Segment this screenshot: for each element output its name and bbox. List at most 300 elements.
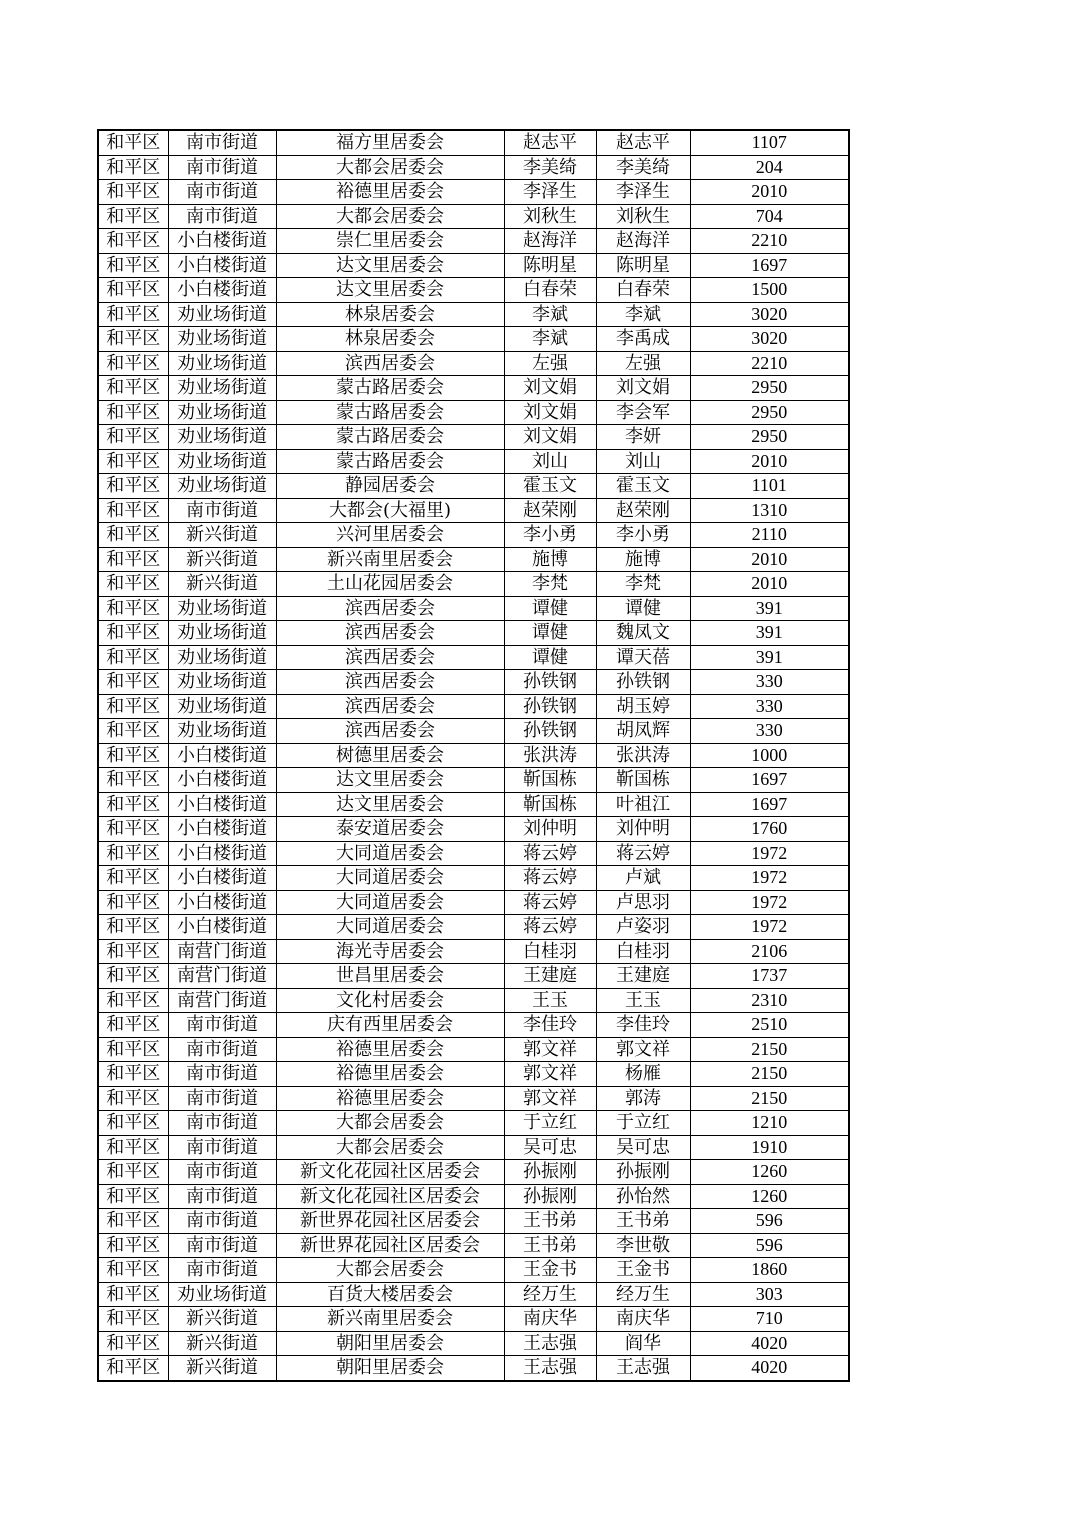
table-row bbox=[98, 180, 849, 205]
amount-cell: 1697 bbox=[690, 768, 849, 793]
district-cell: 和平区 bbox=[98, 792, 168, 817]
street-cell: 新兴街道 bbox=[168, 1331, 276, 1356]
amount-cell: 1910 bbox=[690, 1135, 849, 1160]
contact-cell: 李斌 bbox=[504, 327, 596, 352]
name-cell: 李梵 bbox=[596, 572, 690, 597]
contact-cell: 蒋云婷 bbox=[504, 866, 596, 891]
table-row bbox=[98, 229, 849, 254]
table-row bbox=[98, 253, 849, 278]
contact-cell: 李小勇 bbox=[504, 523, 596, 548]
district-cell: 和平区 bbox=[98, 1135, 168, 1160]
committee-cell: 蒙古路居委会 bbox=[276, 425, 504, 450]
district-cell: 和平区 bbox=[98, 1258, 168, 1283]
district-cell: 和平区 bbox=[98, 449, 168, 474]
committee-cell: 滨西居委会 bbox=[276, 694, 504, 719]
committee-cell: 大都会(大福里) bbox=[276, 498, 504, 523]
street-cell: 南市街道 bbox=[168, 1258, 276, 1283]
table-row bbox=[98, 572, 849, 597]
table-row bbox=[98, 1111, 849, 1136]
committee-cell: 新兴南里居委会 bbox=[276, 1307, 504, 1332]
contact-cell: 经万生 bbox=[504, 1282, 596, 1307]
name-cell: 卢姿羽 bbox=[596, 915, 690, 940]
name-cell: 李小勇 bbox=[596, 523, 690, 548]
name-cell: 郭涛 bbox=[596, 1086, 690, 1111]
district-cell: 和平区 bbox=[98, 498, 168, 523]
contact-cell: 施博 bbox=[504, 547, 596, 572]
committee-cell: 福方里居委会 bbox=[276, 130, 504, 155]
table-row bbox=[98, 1013, 849, 1038]
contact-cell: 谭健 bbox=[504, 596, 596, 621]
committee-cell: 世昌里居委会 bbox=[276, 964, 504, 989]
street-cell: 南市街道 bbox=[168, 1013, 276, 1038]
amount-cell: 2150 bbox=[690, 1062, 849, 1087]
contact-cell: 李梵 bbox=[504, 572, 596, 597]
amount-cell: 1760 bbox=[690, 817, 849, 842]
street-cell: 南营门街道 bbox=[168, 939, 276, 964]
district-cell: 和平区 bbox=[98, 400, 168, 425]
contact-cell: 白春荣 bbox=[504, 278, 596, 303]
street-cell: 小白楼街道 bbox=[168, 792, 276, 817]
contact-cell: 孙振刚 bbox=[504, 1184, 596, 1209]
committee-cell: 崇仁里居委会 bbox=[276, 229, 504, 254]
amount-cell: 1737 bbox=[690, 964, 849, 989]
table-row bbox=[98, 547, 849, 572]
district-cell: 和平区 bbox=[98, 523, 168, 548]
district-cell: 和平区 bbox=[98, 425, 168, 450]
contact-cell: 李斌 bbox=[504, 302, 596, 327]
name-cell: 南庆华 bbox=[596, 1307, 690, 1332]
amount-cell: 1000 bbox=[690, 743, 849, 768]
contact-cell: 刘文娟 bbox=[504, 425, 596, 450]
committee-cell: 庆有西里居委会 bbox=[276, 1013, 504, 1038]
name-cell: 王建庭 bbox=[596, 964, 690, 989]
amount-cell: 1697 bbox=[690, 792, 849, 817]
committee-cell: 百货大楼居委会 bbox=[276, 1282, 504, 1307]
amount-cell: 2510 bbox=[690, 1013, 849, 1038]
contact-cell: 蒋云婷 bbox=[504, 841, 596, 866]
amount-cell: 1697 bbox=[690, 253, 849, 278]
table-row bbox=[98, 1135, 849, 1160]
table-row bbox=[98, 1160, 849, 1185]
table-row bbox=[98, 1062, 849, 1087]
committee-cell: 达文里居委会 bbox=[276, 278, 504, 303]
contact-cell: 刘山 bbox=[504, 449, 596, 474]
committee-cell: 裕德里居委会 bbox=[276, 1086, 504, 1111]
district-cell: 和平区 bbox=[98, 1086, 168, 1111]
contact-cell: 刘文娟 bbox=[504, 376, 596, 401]
name-cell: 王志强 bbox=[596, 1356, 690, 1381]
committee-cell: 大都会居委会 bbox=[276, 155, 504, 180]
district-cell: 和平区 bbox=[98, 621, 168, 646]
district-cell: 和平区 bbox=[98, 817, 168, 842]
street-cell: 劝业场街道 bbox=[168, 719, 276, 744]
table-row bbox=[98, 449, 849, 474]
street-cell: 劝业场街道 bbox=[168, 400, 276, 425]
amount-cell: 704 bbox=[690, 204, 849, 229]
amount-cell: 3020 bbox=[690, 302, 849, 327]
table-row bbox=[98, 1184, 849, 1209]
contact-cell: 刘秋生 bbox=[504, 204, 596, 229]
committee-cell: 林泉居委会 bbox=[276, 302, 504, 327]
contact-cell: 蒋云婷 bbox=[504, 890, 596, 915]
district-cell: 和平区 bbox=[98, 1062, 168, 1087]
district-cell: 和平区 bbox=[98, 253, 168, 278]
name-cell: 吴可忠 bbox=[596, 1135, 690, 1160]
contact-cell: 谭健 bbox=[504, 621, 596, 646]
committee-cell: 树德里居委会 bbox=[276, 743, 504, 768]
amount-cell: 2010 bbox=[690, 449, 849, 474]
contact-cell: 王玉 bbox=[504, 988, 596, 1013]
amount-cell: 2110 bbox=[690, 523, 849, 548]
name-cell: 刘山 bbox=[596, 449, 690, 474]
amount-cell: 1972 bbox=[690, 915, 849, 940]
district-cell: 和平区 bbox=[98, 1282, 168, 1307]
committee-cell: 达文里居委会 bbox=[276, 792, 504, 817]
street-cell: 劝业场街道 bbox=[168, 425, 276, 450]
committee-cell: 静园居委会 bbox=[276, 474, 504, 499]
name-cell: 孙铁钢 bbox=[596, 670, 690, 695]
street-cell: 劝业场街道 bbox=[168, 694, 276, 719]
amount-cell: 1101 bbox=[690, 474, 849, 499]
name-cell: 霍玉文 bbox=[596, 474, 690, 499]
street-cell: 劝业场街道 bbox=[168, 474, 276, 499]
district-cell: 和平区 bbox=[98, 1111, 168, 1136]
committee-cell: 蒙古路居委会 bbox=[276, 400, 504, 425]
contact-cell: 郭文祥 bbox=[504, 1086, 596, 1111]
amount-cell: 2010 bbox=[690, 572, 849, 597]
committee-cell: 滨西居委会 bbox=[276, 645, 504, 670]
district-cell: 和平区 bbox=[98, 1013, 168, 1038]
name-cell: 刘仲明 bbox=[596, 817, 690, 842]
amount-cell: 1972 bbox=[690, 890, 849, 915]
district-cell: 和平区 bbox=[98, 964, 168, 989]
district-cell: 和平区 bbox=[98, 376, 168, 401]
table-row bbox=[98, 841, 849, 866]
street-cell: 南市街道 bbox=[168, 498, 276, 523]
table-row bbox=[98, 155, 849, 180]
amount-cell: 2210 bbox=[690, 351, 849, 376]
district-cell: 和平区 bbox=[98, 645, 168, 670]
contact-cell: 蒋云婷 bbox=[504, 915, 596, 940]
contact-cell: 张洪涛 bbox=[504, 743, 596, 768]
amount-cell: 330 bbox=[690, 719, 849, 744]
table-row bbox=[98, 964, 849, 989]
name-cell: 杨雁 bbox=[596, 1062, 690, 1087]
contact-cell: 陈明星 bbox=[504, 253, 596, 278]
amount-cell: 330 bbox=[690, 694, 849, 719]
name-cell: 赵海洋 bbox=[596, 229, 690, 254]
street-cell: 南营门街道 bbox=[168, 964, 276, 989]
street-cell: 劝业场街道 bbox=[168, 351, 276, 376]
district-cell: 和平区 bbox=[98, 743, 168, 768]
contact-cell: 吴可忠 bbox=[504, 1135, 596, 1160]
amount-cell: 2950 bbox=[690, 376, 849, 401]
contact-cell: 孙铁钢 bbox=[504, 670, 596, 695]
table-row bbox=[98, 1282, 849, 1307]
name-cell: 李禹成 bbox=[596, 327, 690, 352]
street-cell: 劝业场街道 bbox=[168, 621, 276, 646]
committee-cell: 文化村居委会 bbox=[276, 988, 504, 1013]
district-cell: 和平区 bbox=[98, 1037, 168, 1062]
contact-cell: 郭文祥 bbox=[504, 1062, 596, 1087]
committee-cell: 蒙古路居委会 bbox=[276, 449, 504, 474]
name-cell: 刘文娟 bbox=[596, 376, 690, 401]
amount-cell: 1260 bbox=[690, 1160, 849, 1185]
contact-cell: 王书弟 bbox=[504, 1233, 596, 1258]
contact-cell: 李美绮 bbox=[504, 155, 596, 180]
amount-cell: 4020 bbox=[690, 1356, 849, 1381]
name-cell: 于立红 bbox=[596, 1111, 690, 1136]
name-cell: 赵荣刚 bbox=[596, 498, 690, 523]
street-cell: 南市街道 bbox=[168, 1160, 276, 1185]
committee-cell: 土山花园居委会 bbox=[276, 572, 504, 597]
table-body bbox=[98, 130, 849, 1381]
contact-cell: 南庆华 bbox=[504, 1307, 596, 1332]
name-cell: 李妍 bbox=[596, 425, 690, 450]
amount-cell: 204 bbox=[690, 155, 849, 180]
contact-cell: 孙铁钢 bbox=[504, 694, 596, 719]
committee-cell: 裕德里居委会 bbox=[276, 1037, 504, 1062]
committee-cell: 大都会居委会 bbox=[276, 1135, 504, 1160]
district-cell: 和平区 bbox=[98, 229, 168, 254]
table-row bbox=[98, 278, 849, 303]
contact-cell: 王书弟 bbox=[504, 1209, 596, 1234]
street-cell: 南市街道 bbox=[168, 155, 276, 180]
committee-cell: 朝阳里居委会 bbox=[276, 1331, 504, 1356]
district-cell: 和平区 bbox=[98, 1356, 168, 1381]
street-cell: 南市街道 bbox=[168, 1037, 276, 1062]
table-row bbox=[98, 1258, 849, 1283]
committee-cell: 达文里居委会 bbox=[276, 253, 504, 278]
street-cell: 劝业场街道 bbox=[168, 670, 276, 695]
street-cell: 劝业场街道 bbox=[168, 376, 276, 401]
amount-cell: 391 bbox=[690, 596, 849, 621]
contact-cell: 王志强 bbox=[504, 1331, 596, 1356]
committee-cell: 新世界花园社区居委会 bbox=[276, 1233, 504, 1258]
street-cell: 南市街道 bbox=[168, 1086, 276, 1111]
district-cell: 和平区 bbox=[98, 866, 168, 891]
table-row bbox=[98, 890, 849, 915]
street-cell: 南市街道 bbox=[168, 1135, 276, 1160]
district-cell: 和平区 bbox=[98, 155, 168, 180]
district-cell: 和平区 bbox=[98, 351, 168, 376]
committee-cell: 朝阳里居委会 bbox=[276, 1356, 504, 1381]
name-cell: 王玉 bbox=[596, 988, 690, 1013]
street-cell: 南市街道 bbox=[168, 130, 276, 155]
table-row bbox=[98, 1037, 849, 1062]
street-cell: 南市街道 bbox=[168, 1184, 276, 1209]
district-cell: 和平区 bbox=[98, 130, 168, 155]
street-cell: 南营门街道 bbox=[168, 988, 276, 1013]
amount-cell: 303 bbox=[690, 1282, 849, 1307]
contact-cell: 王志强 bbox=[504, 1356, 596, 1381]
name-cell: 卢斌 bbox=[596, 866, 690, 891]
committee-cell: 大都会居委会 bbox=[276, 204, 504, 229]
name-cell: 李泽生 bbox=[596, 180, 690, 205]
data-table bbox=[97, 129, 850, 1382]
amount-cell: 4020 bbox=[690, 1331, 849, 1356]
street-cell: 新兴街道 bbox=[168, 1356, 276, 1381]
table-row bbox=[98, 645, 849, 670]
amount-cell: 1500 bbox=[690, 278, 849, 303]
contact-cell: 刘文娟 bbox=[504, 400, 596, 425]
name-cell: 阎华 bbox=[596, 1331, 690, 1356]
street-cell: 劝业场街道 bbox=[168, 596, 276, 621]
amount-cell: 596 bbox=[690, 1233, 849, 1258]
street-cell: 劝业场街道 bbox=[168, 327, 276, 352]
street-cell: 新兴街道 bbox=[168, 572, 276, 597]
name-cell: 孙怡然 bbox=[596, 1184, 690, 1209]
name-cell: 谭健 bbox=[596, 596, 690, 621]
contact-cell: 孙振刚 bbox=[504, 1160, 596, 1185]
district-cell: 和平区 bbox=[98, 596, 168, 621]
table-row bbox=[98, 596, 849, 621]
name-cell: 王金书 bbox=[596, 1258, 690, 1283]
district-cell: 和平区 bbox=[98, 694, 168, 719]
amount-cell: 710 bbox=[690, 1307, 849, 1332]
contact-cell: 赵荣刚 bbox=[504, 498, 596, 523]
district-cell: 和平区 bbox=[98, 474, 168, 499]
table-row bbox=[98, 939, 849, 964]
district-cell: 和平区 bbox=[98, 915, 168, 940]
name-cell: 左强 bbox=[596, 351, 690, 376]
table-row bbox=[98, 1209, 849, 1234]
district-cell: 和平区 bbox=[98, 988, 168, 1013]
committee-cell: 滨西居委会 bbox=[276, 596, 504, 621]
committee-cell: 新兴南里居委会 bbox=[276, 547, 504, 572]
name-cell: 李世敬 bbox=[596, 1233, 690, 1258]
name-cell: 卢思羽 bbox=[596, 890, 690, 915]
contact-cell: 王金书 bbox=[504, 1258, 596, 1283]
table-row bbox=[98, 498, 849, 523]
contact-cell: 李泽生 bbox=[504, 180, 596, 205]
amount-cell: 2310 bbox=[690, 988, 849, 1013]
table-row bbox=[98, 376, 849, 401]
name-cell: 李佳玲 bbox=[596, 1013, 690, 1038]
district-cell: 和平区 bbox=[98, 302, 168, 327]
contact-cell: 霍玉文 bbox=[504, 474, 596, 499]
name-cell: 施博 bbox=[596, 547, 690, 572]
table-row bbox=[98, 1233, 849, 1258]
name-cell: 胡凤辉 bbox=[596, 719, 690, 744]
amount-cell: 2010 bbox=[690, 180, 849, 205]
committee-cell: 滨西居委会 bbox=[276, 670, 504, 695]
committee-cell: 裕德里居委会 bbox=[276, 1062, 504, 1087]
district-cell: 和平区 bbox=[98, 547, 168, 572]
table-row bbox=[98, 523, 849, 548]
name-cell: 胡玉婷 bbox=[596, 694, 690, 719]
committee-cell: 大同道居委会 bbox=[276, 890, 504, 915]
name-cell: 郭文祥 bbox=[596, 1037, 690, 1062]
amount-cell: 2210 bbox=[690, 229, 849, 254]
name-cell: 陈明星 bbox=[596, 253, 690, 278]
district-cell: 和平区 bbox=[98, 939, 168, 964]
amount-cell: 330 bbox=[690, 670, 849, 695]
amount-cell: 1260 bbox=[690, 1184, 849, 1209]
street-cell: 新兴街道 bbox=[168, 547, 276, 572]
table-row bbox=[98, 327, 849, 352]
name-cell: 李美绮 bbox=[596, 155, 690, 180]
district-cell: 和平区 bbox=[98, 572, 168, 597]
contact-cell: 于立红 bbox=[504, 1111, 596, 1136]
table-row bbox=[98, 694, 849, 719]
amount-cell: 2010 bbox=[690, 547, 849, 572]
street-cell: 小白楼街道 bbox=[168, 866, 276, 891]
committee-cell: 新世界花园社区居委会 bbox=[276, 1209, 504, 1234]
committee-cell: 蒙古路居委会 bbox=[276, 376, 504, 401]
amount-cell: 391 bbox=[690, 621, 849, 646]
table-row bbox=[98, 621, 849, 646]
committee-cell: 海光寺居委会 bbox=[276, 939, 504, 964]
amount-cell: 1310 bbox=[690, 498, 849, 523]
name-cell: 经万生 bbox=[596, 1282, 690, 1307]
contact-cell: 刘仲明 bbox=[504, 817, 596, 842]
district-cell: 和平区 bbox=[98, 1209, 168, 1234]
contact-cell: 靳国栋 bbox=[504, 768, 596, 793]
street-cell: 小白楼街道 bbox=[168, 915, 276, 940]
district-cell: 和平区 bbox=[98, 719, 168, 744]
committee-cell: 滨西居委会 bbox=[276, 719, 504, 744]
table-row bbox=[98, 351, 849, 376]
street-cell: 小白楼街道 bbox=[168, 817, 276, 842]
street-cell: 南市街道 bbox=[168, 204, 276, 229]
amount-cell: 3020 bbox=[690, 327, 849, 352]
name-cell: 叶祖江 bbox=[596, 792, 690, 817]
table-row bbox=[98, 768, 849, 793]
street-cell: 小白楼街道 bbox=[168, 743, 276, 768]
committee-cell: 大都会居委会 bbox=[276, 1258, 504, 1283]
committee-cell: 兴河里居委会 bbox=[276, 523, 504, 548]
table-row bbox=[98, 1331, 849, 1356]
table-row bbox=[98, 866, 849, 891]
table-row bbox=[98, 988, 849, 1013]
committee-cell: 滨西居委会 bbox=[276, 621, 504, 646]
street-cell: 南市街道 bbox=[168, 1062, 276, 1087]
district-cell: 和平区 bbox=[98, 1331, 168, 1356]
name-cell: 孙振刚 bbox=[596, 1160, 690, 1185]
committee-cell: 裕德里居委会 bbox=[276, 180, 504, 205]
contact-cell: 左强 bbox=[504, 351, 596, 376]
district-cell: 和平区 bbox=[98, 278, 168, 303]
name-cell: 白桂羽 bbox=[596, 939, 690, 964]
table-row bbox=[98, 425, 849, 450]
committee-cell: 大同道居委会 bbox=[276, 866, 504, 891]
committee-cell: 林泉居委会 bbox=[276, 327, 504, 352]
name-cell: 靳国栋 bbox=[596, 768, 690, 793]
table-row bbox=[98, 204, 849, 229]
table-row bbox=[98, 719, 849, 744]
table-row bbox=[98, 1086, 849, 1111]
name-cell: 刘秋生 bbox=[596, 204, 690, 229]
contact-cell: 孙铁钢 bbox=[504, 719, 596, 744]
street-cell: 劝业场街道 bbox=[168, 449, 276, 474]
street-cell: 小白楼街道 bbox=[168, 229, 276, 254]
street-cell: 小白楼街道 bbox=[168, 841, 276, 866]
amount-cell: 2150 bbox=[690, 1086, 849, 1111]
district-cell: 和平区 bbox=[98, 1233, 168, 1258]
street-cell: 劝业场街道 bbox=[168, 302, 276, 327]
contact-cell: 谭健 bbox=[504, 645, 596, 670]
amount-cell: 596 bbox=[690, 1209, 849, 1234]
street-cell: 南市街道 bbox=[168, 1233, 276, 1258]
street-cell: 小白楼街道 bbox=[168, 890, 276, 915]
district-cell: 和平区 bbox=[98, 1184, 168, 1209]
district-cell: 和平区 bbox=[98, 841, 168, 866]
street-cell: 南市街道 bbox=[168, 1111, 276, 1136]
name-cell: 魏凤文 bbox=[596, 621, 690, 646]
amount-cell: 1210 bbox=[690, 1111, 849, 1136]
committee-cell: 大都会居委会 bbox=[276, 1111, 504, 1136]
